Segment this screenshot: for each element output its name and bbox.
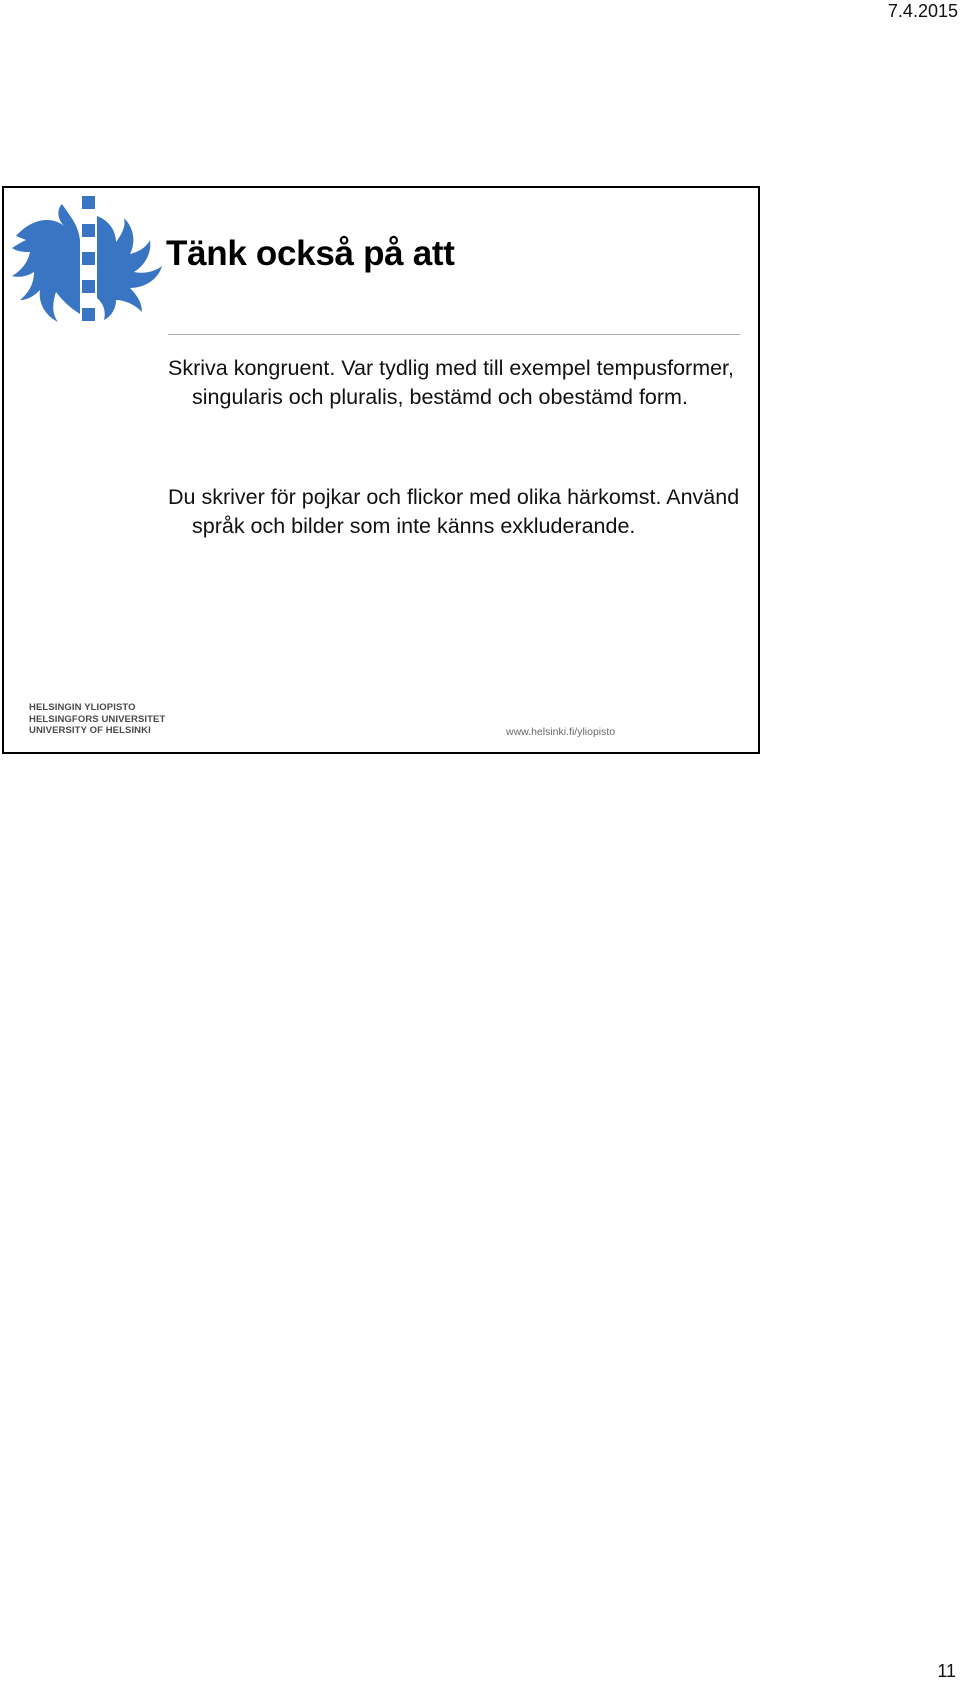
footer-url[interactable]: www.helsinki.fi/yliopisto [506,726,616,738]
wordmark-line-swedish: HELSINGFORS UNIVERSITET [29,713,166,725]
title-divider [168,334,740,335]
body-paragraph-2 [168,483,748,540]
body-paragraph-1 [168,354,748,411]
university-flame-logo-icon [12,196,167,336]
university-wordmark [29,702,165,737]
paragraph-text: Du skriver för pojkar och flickor med olika härkomst. Använd språk och bilder som inte känns exkluderande. [168,485,740,538]
slide [2,186,760,754]
paragraph-text: Skriva kongruent. Var tydlig med till exempel tempusformer, singularis och pluralis, bestämd och obestämd form. [168,356,735,409]
wordmark-line-finnish: HELSINGIN YLIOPISTO [29,702,136,713]
page-number: 11 [937,1661,956,1681]
page-date: 7.4.2015 [887,1,958,21]
slide-title: Tänk också på att [166,234,455,273]
wordmark-line-english: UNIVERSITY OF HELSINKI [29,725,151,736]
